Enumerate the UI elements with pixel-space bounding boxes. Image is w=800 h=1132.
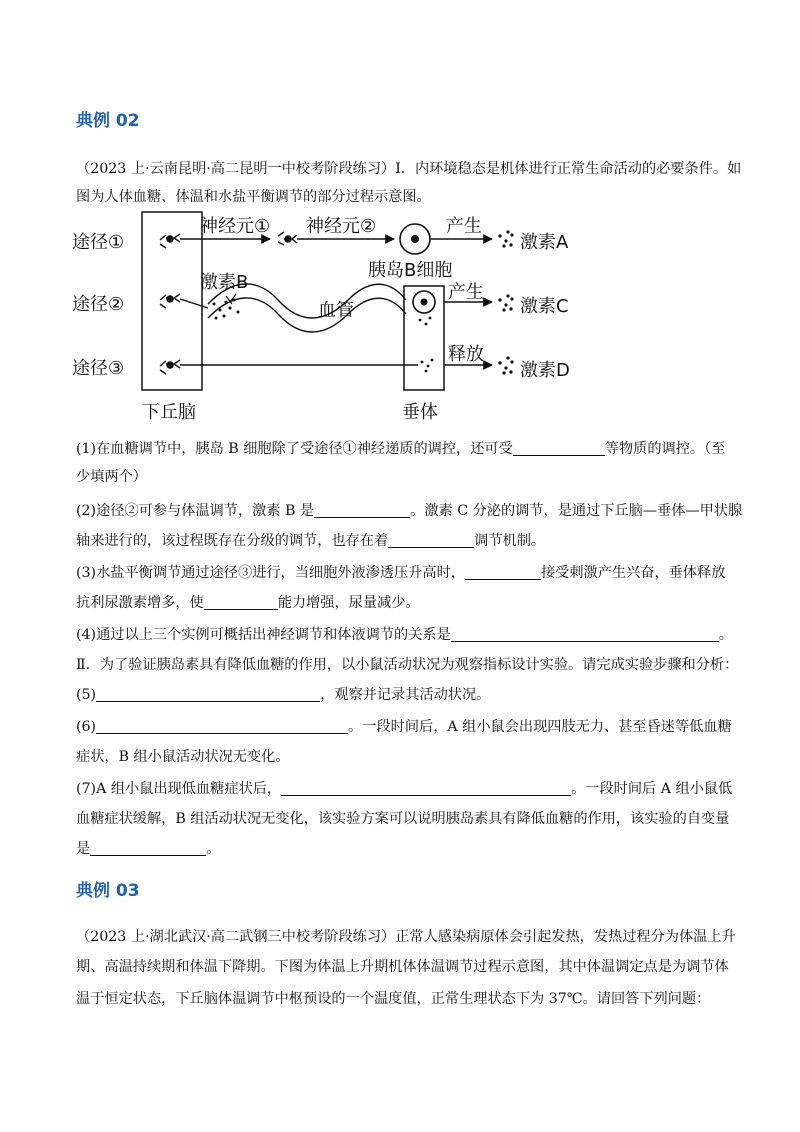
ex03-line-3: 温于恒定状态，下丘脑体温调节中枢预设的一个温度值，正常生理状态下为 37℃。请回答下列问题： — [76, 991, 711, 1007]
route-1-label: 途径① — [72, 232, 125, 253]
part-2-intro: Ⅱ．为了验证胰岛素具有降低血糖的作用，以小鼠活动状况为观察指标设计实验。请完成实验步骤和分析： — [76, 657, 739, 673]
neuron-1-label: 神经元① — [200, 216, 271, 237]
regulation-diagram — [68, 208, 608, 424]
route-2-label: 途径② — [72, 294, 125, 315]
example-02-heading: 典例 02 — [76, 111, 140, 131]
question-1-line-1: (1)在血糖调节中，胰岛 B 细胞除了受途径①神经递质的调控，还可受 等物质的调控。（至 — [76, 441, 726, 457]
answer-blank-3a[interactable] — [465, 563, 541, 580]
question-7-line-1: (7)A 组小鼠出现低血糖症状后， 。一段时间后 A 组小鼠低 — [76, 781, 733, 797]
neuron-2-label: 神经元② — [306, 216, 377, 237]
answer-blank-3b[interactable] — [204, 593, 278, 610]
produce-label-top: 产生 — [446, 216, 482, 237]
islet-b-cell-label: 胰岛B细胞 — [368, 260, 453, 281]
answer-blank-2b[interactable] — [388, 531, 474, 548]
question-1-line-2: 少填两个） — [76, 469, 147, 485]
answer-blank-7b[interactable] — [90, 839, 206, 856]
neuron-symbol-middle — [278, 232, 297, 245]
ex03-line-1: （2023 上·湖北武汉·高二武钢三中校考阶段练习）正常人感染病原体会引起发热，发热过程分为体温上升 — [76, 929, 736, 945]
question-2-line-2: 轴来进行的，该过程既存在分级的调节，也存在着 调节机制。 — [76, 533, 546, 549]
neuron-symbol-1 — [160, 234, 180, 248]
neuron-symbol-3 — [160, 360, 180, 374]
blood-vessel-lower — [208, 298, 406, 332]
question-6-line-1: (6) 。一段时间后，A 组小鼠会出现四肢无力、甚至昏迷等低血糖 — [76, 719, 732, 735]
answer-blank-5[interactable] — [96, 685, 320, 702]
vessel-label: 血管 — [318, 300, 354, 321]
answer-blank-1[interactable] — [513, 439, 605, 456]
produce-label-mid: 产生 — [448, 282, 484, 303]
hormone-b-dots — [213, 299, 240, 320]
answer-blank-2a[interactable] — [314, 501, 410, 518]
hormone-a-dots — [498, 230, 513, 247]
hormone-d-dots — [498, 356, 513, 374]
ex03-line-2: 期、高温持续期和体温下降期。下图为体温上升期机体体温调节过程示意图，其中体温调定点是为调节体 — [76, 959, 729, 975]
question-2-line-1: (2)途径②可参与体温调节，激素 B 是 。激素 C 分泌的调节，是通过下丘脑—垂体—甲状腺 — [76, 503, 743, 519]
release-label: 释放 — [448, 344, 484, 365]
question-3-line-1: (3)水盐平衡调节通过途径③进行，当细胞外液渗透压升高时， 接受刺激产生兴奋，垂体释放 — [76, 565, 726, 581]
hypothalamus-label: 下丘脑 — [142, 402, 196, 423]
question-7-line-3: 是 。 — [76, 841, 221, 857]
hormone-b-label: 激素B — [200, 272, 249, 293]
answer-blank-6[interactable] — [96, 717, 348, 734]
hormone-c-dots — [498, 294, 513, 311]
answer-blank-7a[interactable] — [281, 779, 571, 796]
question-6-line-2: 症状，B 组小鼠活动状况无变化。 — [76, 749, 290, 765]
question-3-line-2: 抗利尿激素增多，使 能力增强，尿量减少。 — [76, 595, 420, 611]
hormone-a-label: 激素A — [520, 232, 569, 253]
ex02-intro-line-2: 图为人体血糖、体温和水盐平衡调节的部分过程示意图。 — [76, 189, 431, 205]
neuron-symbol-2 — [160, 294, 180, 308]
pituitary-label: 垂体 — [402, 402, 438, 423]
question-4-line: (4)通过以上三个实例可概括出神经调节和体液调节的关系是 。 — [76, 627, 733, 643]
route-3-label: 途径③ — [72, 358, 125, 379]
hormone-c-label: 激素C — [520, 296, 569, 317]
example-03-heading: 典例 03 — [76, 881, 140, 901]
hormone-d-label: 激素D — [520, 360, 570, 381]
answer-blank-4[interactable] — [451, 625, 719, 642]
ex02-intro-line-1: （2023 上·云南昆明·高二昆明一中校考阶段练习）Ⅰ．内环境稳态是机体进行正常生命活动的必要条件。如 — [76, 161, 742, 177]
question-7-line-2: 血糖症状缓解，B 组活动状况无变化，该实验方案可以说明胰岛素具有降低血糖的作用，该实验的自变量 — [76, 811, 730, 827]
question-5-line: (5) ，观察并记录其活动状况。 — [76, 687, 491, 703]
